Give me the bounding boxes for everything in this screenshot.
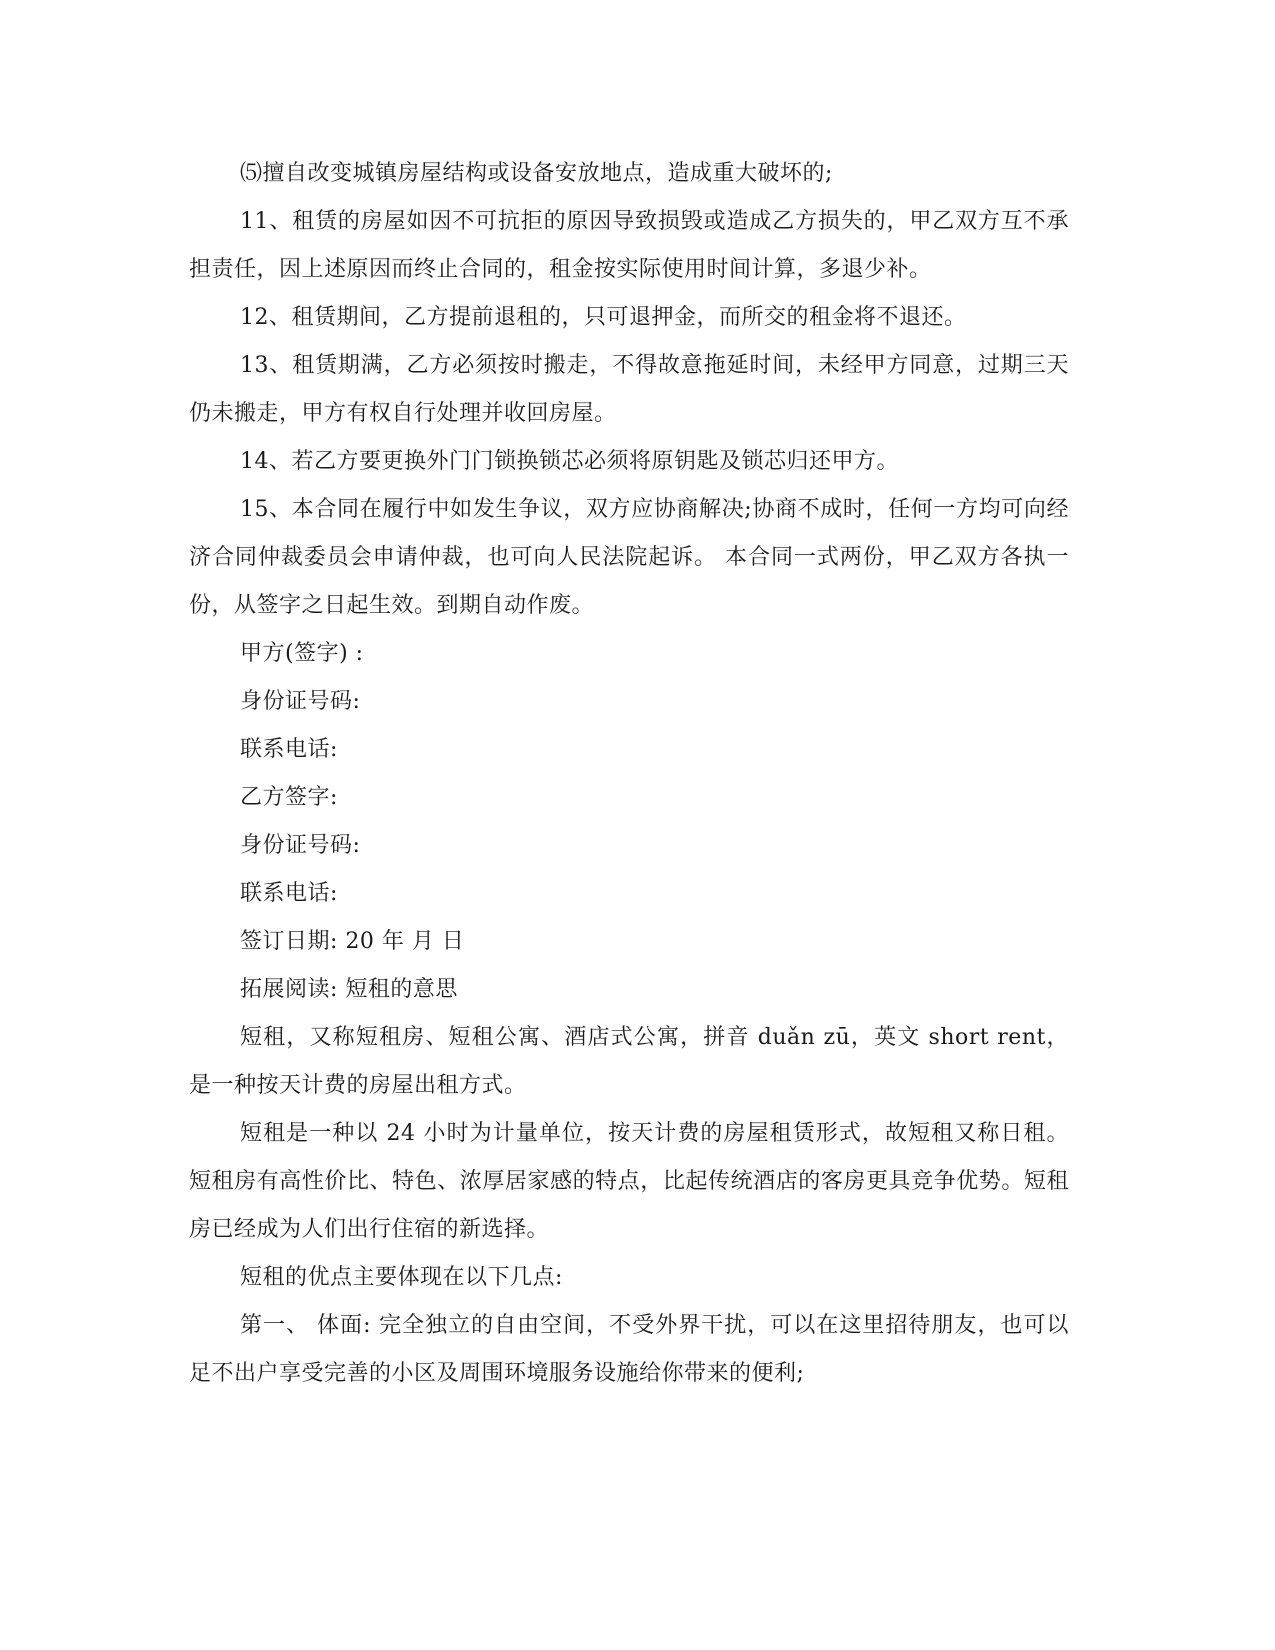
party-b-phone-line: 联系电话: (240, 881, 338, 906)
signing-date-line: 签订日期: 20 年 月 日 (240, 929, 465, 954)
party-a-phone-line: 联系电话: (240, 737, 338, 762)
party-b-signature-line: 乙方签字: (240, 785, 338, 810)
document-body (189, 150, 1069, 1398)
advantages-intro: 短租的优点主要体现在以下几点: (240, 1265, 563, 1290)
extended-reading-heading: 拓展阅读: 短租的意思 (240, 977, 458, 1002)
clause-11: 11、租赁的房屋如因不可抗拒的原因导致损毁或造成乙方损失的，甲乙双方互不承担责任，因上述原因而终止合同的，租金按实际使用时间计算，多退少补。 (189, 209, 1069, 282)
party-b-id-line: 身份证号码: (240, 833, 361, 858)
advantage-1: 第一、 体面: 完全独立的自由空间，不受外界干扰，可以在这里招待朋友，也可以足不出户享受完善的小区及周围环境服务设施给你带来的便利; (189, 1313, 1069, 1386)
party-a-signature-line: 甲方(签字) : (240, 641, 364, 666)
party-a-id-line: 身份证号码: (240, 689, 361, 714)
clause-14: 14、若乙方要更换外门门锁换锁芯必须将原钥匙及锁芯归还甲方。 (240, 449, 899, 474)
clause-12: 12、租赁期间，乙方提前退租的，只可退押金，而所交的租金将不退还。 (240, 305, 967, 330)
clause-13: 13、租赁期满，乙方必须按时搬走，不得故意拖延时间，未经甲方同意，过期三天仍未搬走，甲方有权自行处理并收回房屋。 (189, 353, 1069, 426)
clause-5-item: ⑸擅自改变城镇房屋结构或设备安放地点，造成重大破坏的; (240, 161, 833, 186)
short-rent-description: 短租是一种以 24 小时为计量单位，按天计费的房屋租赁形式，故短租又称日租。短租房有高性价比、特色、浓厚居家感的特点，比起传统酒店的客房更具竞争优势。短租房已经成为人们出行住宿的新选择。 (189, 1121, 1069, 1242)
short-rent-definition: 短租，又称短租房、短租公寓、酒店式公寓，拼音 duǎn zū，英文 short rent，是一种按天计费的房屋出租方式。 (189, 1025, 1069, 1098)
clause-15: 15、本合同在履行中如发生争议，双方应协商解决;协商不成时，任何一方均可向经济合同仲裁委员会申请仲裁，也可向人民法院起诉。 本合同一式两份，甲乙双方各执一份，从签字之日起生效。到期自动作废。 (189, 497, 1069, 618)
